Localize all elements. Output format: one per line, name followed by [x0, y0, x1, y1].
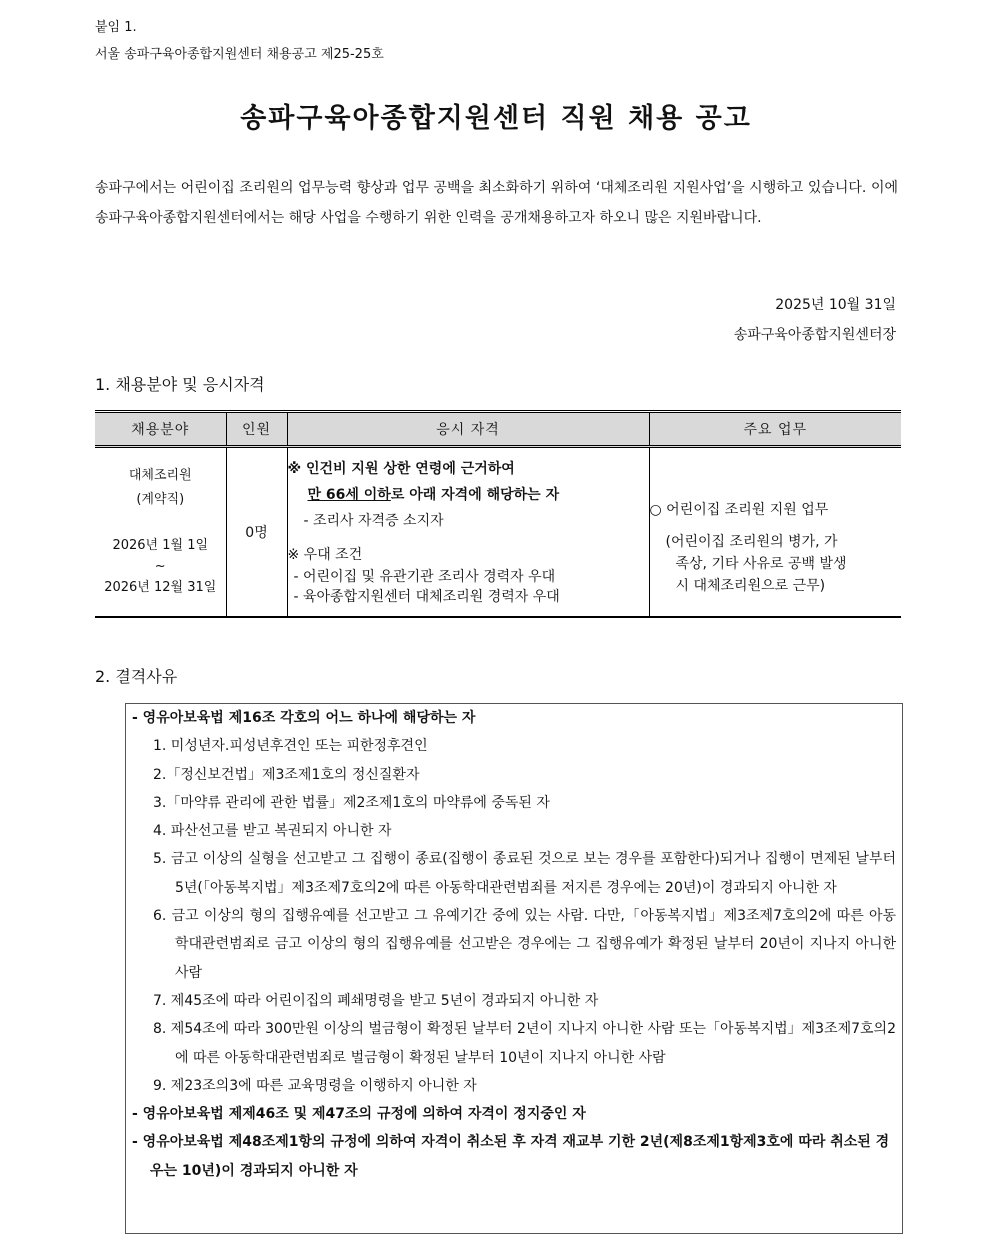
list-item: 9. 제23조의3에 따른 교육명령을 이행하지 아니한 자	[153, 1077, 477, 1094]
field-type: (계약직)	[136, 492, 185, 507]
duties-cell	[649, 447, 901, 618]
preference-item: - 육아종합지원센터 대체조리원 경력자 우대	[293, 589, 560, 605]
preference-heading: ※ 우대 조건	[287, 547, 363, 563]
disqualification-head: - 영유아보육법 제제46조 및 제47조의 규정에 의하여 자격이 정지중인 자	[132, 1106, 586, 1123]
col-header-field: 채용분야	[95, 412, 226, 447]
list-item: 2.「정신보건법」제3조제1호의 정신질환자	[153, 766, 420, 783]
list-item: 4. 파산선고를 받고 복권되지 아니한 자	[153, 823, 392, 840]
disqualification-head: - 영유아보육법 제48조제1항의 규정에 의하여 자격이 취소된 후 자격 재교부 기한 2년(제8조제1항제3호에 따라 취소된 경우는 10년)이 경과되지 아니한 자	[132, 1134, 890, 1179]
duty-detail: 족상, 기타 사유로 공백 발생	[675, 555, 847, 572]
page-title: 송파구육아종합지원센터 직원 채용 공고	[240, 103, 752, 134]
requirement-item: - 조리사 자격증 소지자	[303, 513, 444, 529]
section1-heading: 1. 채용분야 및 응시자격	[95, 375, 265, 394]
table-row	[95, 447, 901, 618]
age-basis-note: ※ 인건비 지원 상한 연령에 근거하여	[287, 461, 515, 477]
list-item: 5. 금고 이상의 실형을 선고받고 그 집행이 종료(집행이 종료된 것으로 보는 경우를 포함한다)되거나 집행이 면제된 날부터 5년(「아동복지법」제3조제7호의2에 따른 아동학대관련범죄를 저지른 경우에는 20년)이 경과되지 아니한 자	[153, 851, 896, 896]
main-duty: ○ 어린이집 조리원 지원 업무	[649, 501, 829, 518]
notice-date: 2025년 10월 31일	[775, 297, 896, 313]
issuer-name: 송파구육아종합지원센터장	[733, 327, 896, 343]
duty-detail: 시 대체조리원으로 근무)	[675, 577, 826, 594]
col-header-qualification: 응시 자격	[287, 412, 649, 447]
list-item: 6. 금고 이상의 형의 집행유예를 선고받고 그 유예기간 중에 있는 사람. 다만,「아동복지법」제3조제7호의2에 따른 아동학대관련범죄로 금고 이상의 형의 집행유예를 선고받은 경우에는 그 집행유예가 확정된 날부터 20년이 지나지 아니한 사람	[153, 908, 896, 981]
age-limit-line	[288, 481, 649, 509]
period-separator: ~	[154, 559, 166, 574]
list-item: 3.「마약류 관리에 관한 법률」제2조제1호의 마약류에 중독된 자	[153, 794, 550, 811]
field-cell	[95, 447, 226, 618]
count-cell: 0명	[226, 447, 287, 618]
list-item: 7. 제45조에 따라 어린이집의 폐쇄명령을 받고 5년이 경과되지 아니한 자	[153, 992, 599, 1009]
age-limit: 만 66세 이하	[307, 487, 391, 503]
list-item: 1. 미성년자.피성년후견인 또는 피한정후견인	[153, 738, 428, 755]
intro-paragraph: 송파구에서는 어린이집 조리원의 업무능력 향상과 업무 공백을 최소화하기 위하여 ‘대체조리원 지원사업’을 시행하고 있습니다. 이에 송파구육아종합지원센터에서는 해당 사업을 수행하기 위한 인력을 공개채용하고자 하오니 많은 지원바랍니다.	[95, 180, 898, 226]
duty-detail: (어린이집 조리원의 병가, 가	[665, 533, 838, 550]
recruitment-table	[95, 410, 901, 618]
age-limit-suffix: 로 아래 자격에 해당하는 자	[390, 487, 560, 503]
notice-number: 서울 송파구육아종합지원센터 채용공고 제25-25호	[95, 47, 384, 62]
table-header-row	[95, 412, 901, 447]
col-header-count: 인원	[226, 412, 287, 447]
attachment-label: 붙임 1.	[95, 20, 137, 35]
period-start: 2026년 1월 1일	[112, 538, 209, 553]
period-end: 2026년 12월 31일	[104, 580, 217, 595]
disqualification-head: - 영유아보육법 제16조 각호의 어느 하나에 해당하는 자	[132, 710, 476, 726]
disqualification-box	[125, 703, 903, 1234]
section2-heading: 2. 결격사유	[95, 667, 178, 686]
preference-item: - 어린이집 및 유관기관 조리사 경력자 우대	[293, 569, 556, 585]
col-header-duties: 주요 업무	[649, 412, 901, 447]
list-item: 8. 제54조에 따라 300만원 이상의 벌금형이 확정된 날부터 2년이 지나지 아니한 사람 또는「아동복지법」제3조제7호의2에 따른 아동학대관련범죄로 벌금형이 확정된 날부터 10년이 지나지 아니한 사람	[153, 1021, 896, 1066]
field-name: 대체조리원	[128, 468, 192, 483]
qualification-cell	[287, 447, 649, 618]
